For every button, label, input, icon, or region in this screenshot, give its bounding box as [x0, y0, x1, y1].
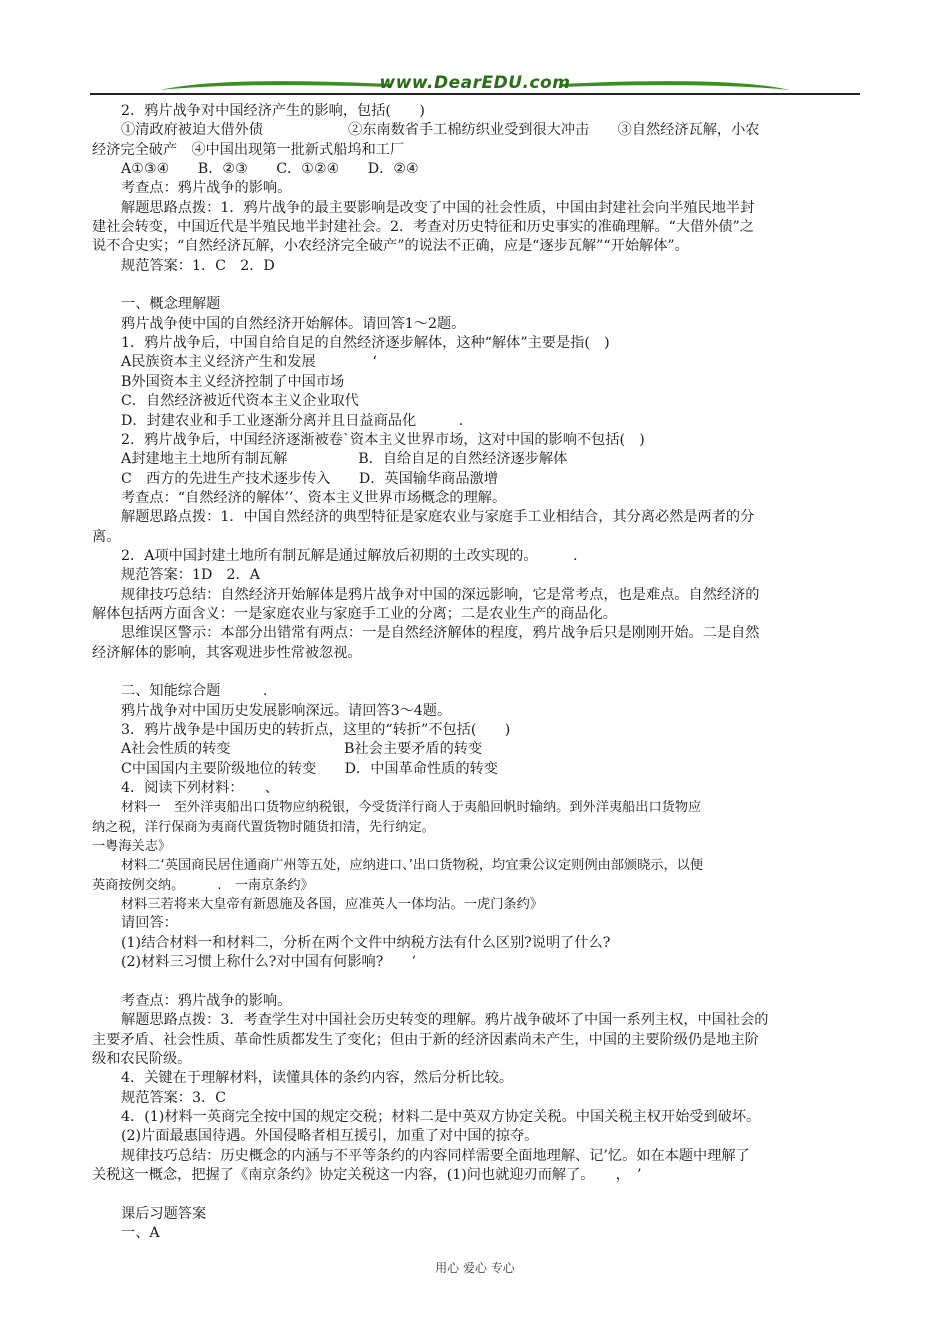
- text-line: 建社会转变，中国近代是半殖民地半封建社会。2．考查对历史特征和历史事实的准确理解。“大借外债”之: [92, 219, 754, 236]
- text-line: 解题思路点拨：1．鸦片战争的最主要影响是改变了中国的社会性质，中国由封建社会向半殖民地半封: [121, 199, 755, 216]
- text-line: 解题思路点拨：3．考查学生对中国社会历史转变的理解。鸦片战争破坏了中国一系列主权，中国社会的: [121, 1012, 769, 1029]
- text-line: 考查点：鸦片战争的影响。: [121, 180, 292, 197]
- text-line: 纳之税，洋行保商为夷商代置货物时随货扣清，先行纳定。: [92, 819, 435, 835]
- blank-line: [118, 972, 863, 991]
- site-logo[interactable]: www.DearEDU.com: [379, 73, 571, 93]
- text-line: (2)片面最惠国待遇。外国侵略者相互援引，加重了对中国的掠夺。: [121, 1128, 539, 1145]
- document-body: [92, 102, 863, 1243]
- text-line: B外国资本主义经济控制了中国市场: [121, 373, 345, 390]
- text-line: 规律技巧总结：历史概念的内涵与不平等条约的内容同样需要全面地理解、记’忆。如在本题中理解了: [121, 1147, 750, 1164]
- text-line: 主要矛盾、社会性质、革命性质都发生了变化；但由于新的经济因素尚未产生，中国的主要阶级仍是地主阶: [92, 1031, 759, 1048]
- text-line: 考查点：“自然经济的解体’’、资本主义世界市场概念的理解。: [121, 489, 507, 506]
- text-line: 规律技巧总结：自然经济开始解体是鸦片战争对中国的深远影响，它是常考点，也是难点。自然经济的: [121, 586, 760, 603]
- text-line: 一、概念理解题: [121, 296, 221, 313]
- blank-line: [118, 1185, 863, 1204]
- text-line: D．封建农业和手工业逐渐分离并且日益商品化 .: [121, 412, 464, 429]
- text-line: 材料一 至外洋夷船出口货物应纳税银，今受货洋行商人于夷船回帆时输纳。到外洋夷船出口货物应: [121, 800, 702, 816]
- text-line: 经济完全破产 ④中国出现第一批新式船坞和工厂: [92, 141, 405, 158]
- text-line: 英商按例交纳。 . 一南京条约》: [92, 877, 314, 893]
- text-line: 说不合史实；“自然经济瓦解，小农经济完全破产”的说法不正确，应是“逐步瓦解”“开始解体”。: [92, 238, 689, 255]
- text-line: 离。: [92, 528, 121, 545]
- text-line: 关税这一概念，把握了《南京条约》协定关税这一内容，(1)问也就迎刃而解了。 ， ’: [92, 1166, 642, 1183]
- text-line: (2)材料三习惯上称什么?对中国有何影响? ’: [121, 954, 417, 971]
- text-line: 规范答案：1D 2．A: [121, 567, 260, 584]
- text-line: 4．阅读下列材料： 、: [121, 780, 279, 797]
- text-line: 课后习题答案: [121, 1205, 207, 1222]
- text-line: 思维误区警示：本部分出错常有两点：一是自然经济解体的程度，鸦片战争后只是刚刚开始。二是自然: [121, 625, 760, 642]
- text-line: A社会性质的转变 B社会主要矛盾的转变: [121, 741, 483, 758]
- header-rule: [90, 93, 860, 95]
- text-line: 4．关键在于理解材料，读懂具体的条约内容，然后分析比较。: [121, 1070, 514, 1087]
- text-line: A①③④ B．②③ C．①②④ D．②④: [121, 161, 419, 178]
- text-line: 材料三若将来大皇帝有新恩施及各国，应准英人一体均沾。一虎门条约》: [121, 897, 543, 913]
- text-line: 规范答案：3．C: [121, 1089, 227, 1106]
- text-line: 二、知能综合题 .: [121, 683, 268, 700]
- text-line: C 西方的先进生产技术逐步传入 D．英国输华商品激增: [121, 470, 498, 487]
- page-footer: 用心 爱心 专心: [435, 1261, 515, 1275]
- text-line: (1)结合材料一和材料二，分析在两个文件中纳税方法有什么区别?说明了什么?: [121, 934, 611, 951]
- blank-line: [118, 663, 863, 682]
- page-header: [90, 70, 860, 104]
- text-line: C中国国内主要阶级地位的转变 D．中国革命性质的转变: [121, 760, 498, 777]
- text-line: C．自然经济被近代资本主义企业取代: [121, 393, 359, 410]
- text-line: A民族资本主义经济产生和发展 ‘: [121, 354, 377, 371]
- text-line: A封建地主土地所有制瓦解 B．自给自足的自然经济逐步解体: [121, 451, 568, 468]
- text-line: 2．A项中国封建土地所有制瓦解是通过解放后初期的土改实现的。 .: [121, 547, 578, 564]
- text-line: 3．鸦片战争是中国历史的转折点，这里的“转折”不包括( ): [121, 722, 511, 738]
- text-line: 鸦片战争对中国历史发展影响深远。请回答3～4题。: [121, 702, 452, 719]
- text-line: 解体包括两方面含义：一是家庭农业与家庭手工业的分离；二是农业生产的商品化。: [92, 605, 617, 622]
- text-line: 鸦片战争使中国的自然经济开始解体。请回答1～2题。: [121, 315, 466, 332]
- blank-line: [118, 276, 863, 295]
- text-line: 2．鸦片战争对中国经济产生的影响，包括( ): [121, 103, 425, 119]
- text-line: 一粤海关志》: [92, 839, 172, 855]
- text-line: ①清政府被迫大借外债 ②东南数省手工棉纺织业受到很大冲击 ③自然经济瓦解，小农: [121, 122, 760, 139]
- text-line: 4．(1)材料一英商完全按中国的规定交税；材料二是中英双方协定关税。中国关税主权开始受到破坏。: [121, 1108, 761, 1125]
- text-line: 考查点：鸦片战争的影响。: [121, 992, 292, 1009]
- text-line: 级和农民阶级。: [92, 1050, 192, 1067]
- text-line: 请回答：: [121, 915, 178, 932]
- text-line: 材料二‘英国商民居住通商广州等五处，应纳进口、’出口货物税，均宜秉公议定则例由部颁晓示，以便: [121, 858, 704, 874]
- text-line: 2．鸦片战争后，中国经济逐渐被卷`资本主义世界市场，这对中国的影响不包括( ): [121, 431, 645, 448]
- text-line: 一、A: [121, 1224, 160, 1241]
- text-line: 解题思路点拨：1．中国自然经济的典型特征是家庭农业与家庭手工业相结合，其分离必然是两者的分: [121, 509, 755, 526]
- text-line: 规范答案：1．C 2．D: [121, 257, 275, 274]
- text-line: 1．鸦片战争后，中国自给自足的自然经济逐步解体，这种“解体”主要是指( ): [121, 335, 610, 352]
- text-line: 经济解体的影响，其客观进步性常被忽视。: [92, 644, 362, 661]
